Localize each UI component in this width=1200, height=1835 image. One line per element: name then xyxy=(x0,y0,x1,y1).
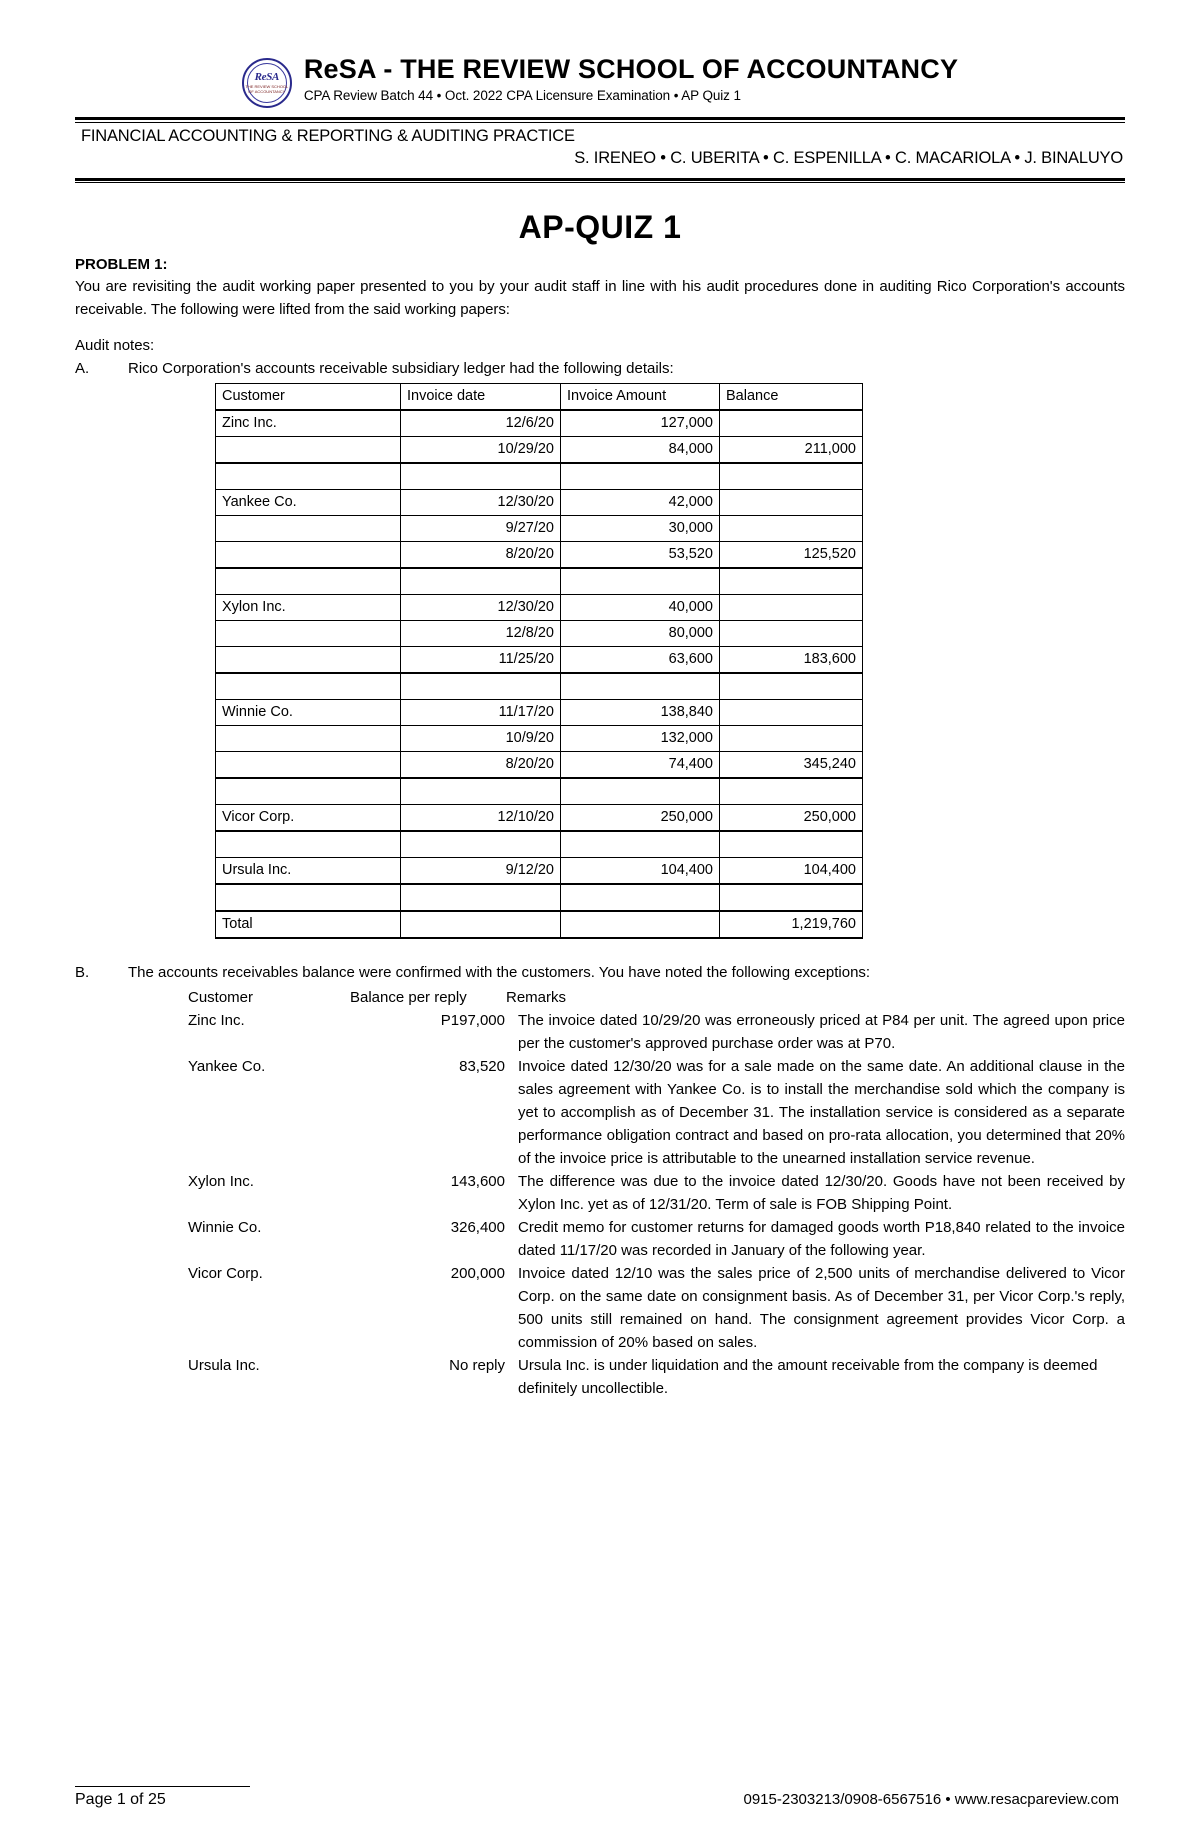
exception-customer: Zinc Inc. xyxy=(188,1012,245,1029)
ledger-cell-invoice-date: 8/20/20 xyxy=(401,542,561,569)
ledger-cell-invoice-amount xyxy=(561,911,720,938)
exception-remarks: The invoice dated 10/29/20 was erroneously priced at P84 per unit. The agreed upon price per the customer's approved purchase order was at P70. xyxy=(518,1012,1125,1052)
ledger-spacer-row xyxy=(216,568,863,595)
accounts-receivable-ledger-table xyxy=(215,383,863,939)
ledger-header-row xyxy=(216,384,863,411)
exception-balance-per-reply: P197,000 xyxy=(440,1012,505,1029)
exception-balance-per-reply: 83,520 xyxy=(459,1058,505,1075)
exception-balance-per-reply: 143,600 xyxy=(450,1173,505,1190)
table-row xyxy=(216,700,863,726)
audit-note-a xyxy=(75,357,1125,380)
table-row xyxy=(216,858,863,885)
ledger-cell-invoice-date xyxy=(401,831,561,858)
banner-lecturers: S. IRENEO • C. UBERITA • C. ESPENILLA • C. MACARIOLA • J. BINALUYO xyxy=(574,148,1123,167)
ledger-cell-balance: 1,219,760 xyxy=(720,911,863,938)
ledger-cell-invoice-date: 10/9/20 xyxy=(401,726,561,752)
ledger-spacer-row xyxy=(216,463,863,490)
ledger-cell-invoice-amount: 53,520 xyxy=(561,542,720,569)
table-row xyxy=(216,595,863,621)
ledger-cell-invoice-date: 8/20/20 xyxy=(401,752,561,779)
ledger-cell-invoice-amount xyxy=(561,831,720,858)
ledger-cell-invoice-date xyxy=(401,884,561,911)
ledger-cell-customer xyxy=(216,673,401,700)
ledger-cell-customer: Xylon Inc. xyxy=(216,595,401,621)
ledger-cell-invoice-amount: 132,000 xyxy=(561,726,720,752)
list-item xyxy=(188,1216,1125,1262)
ledger-cell-balance xyxy=(720,700,863,726)
ledger-cell-customer xyxy=(216,463,401,490)
exception-customer: Winnie Co. xyxy=(188,1219,262,1236)
resa-logo-icon xyxy=(242,58,292,108)
ledger-cell-balance xyxy=(720,516,863,542)
ledger-cell-invoice-amount: 104,400 xyxy=(561,858,720,885)
table-row xyxy=(216,410,863,437)
ledger-cell-customer: Winnie Co. xyxy=(216,700,401,726)
ledger-cell-customer: Total xyxy=(216,911,401,938)
table-row xyxy=(216,752,863,779)
ledger-cell-invoice-amount xyxy=(561,568,720,595)
ledger-cell-invoice-amount xyxy=(561,778,720,805)
note-b-letter: B. xyxy=(75,964,90,981)
ledger-cell-invoice-amount: 63,600 xyxy=(561,647,720,674)
banner-subject: FINANCIAL ACCOUNTING & REPORTING & AUDITING PRACTICE xyxy=(81,126,575,145)
ledger-cell-balance xyxy=(720,726,863,752)
ledger-cell-invoice-date: 12/8/20 xyxy=(401,621,561,647)
ledger-cell-invoice-amount: 40,000 xyxy=(561,595,720,621)
logo-ring-text: THE REVIEW SCHOOL OF ACCOUNTANCY xyxy=(245,84,289,94)
ledger-spacer-row xyxy=(216,778,863,805)
table-row xyxy=(216,647,863,674)
ledger-cell-invoice-date: 12/6/20 xyxy=(401,410,561,437)
audit-notes-label: Audit notes: xyxy=(75,337,155,354)
table-row xyxy=(216,437,863,464)
school-name: ReSA - THE REVIEW SCHOOL OF ACCOUNTANCY xyxy=(303,54,959,84)
ledger-cell-customer xyxy=(216,778,401,805)
ledger-cell-customer xyxy=(216,884,401,911)
ledger-cell-invoice-date xyxy=(401,673,561,700)
note-a-letter: A. xyxy=(75,360,90,377)
ledger-cell-invoice-date xyxy=(401,463,561,490)
ledger-cell-balance: 211,000 xyxy=(720,437,863,464)
table-row xyxy=(216,516,863,542)
note-a-text: Rico Corporation's accounts receivable subsidiary ledger had the following details: xyxy=(128,360,674,377)
page-number: Page 1 of 25 xyxy=(75,1791,166,1808)
ledger-cell-invoice-date xyxy=(401,778,561,805)
ledger-cell-invoice-date: 10/29/20 xyxy=(401,437,561,464)
ledger-cell-balance xyxy=(720,621,863,647)
ledger-cell-invoice-date: 12/30/20 xyxy=(401,595,561,621)
ledger-cell-customer xyxy=(216,752,401,779)
exception-remarks: Invoice dated 12/10 was the sales price of 2,500 units of merchandise delivered to Vicor Corp. on the same date on consignment basis. As of December 31, per Vicor Corp.'s reply, 500 units still remained on hand. The consignment agreement provides Vicor Corp. a commission of 20% based on sales. xyxy=(518,1265,1125,1351)
ledger-cell-customer xyxy=(216,726,401,752)
ledger-cell-invoice-amount xyxy=(561,884,720,911)
ledger-cell-balance xyxy=(720,490,863,516)
ledger-cell-customer xyxy=(216,568,401,595)
ledger-cell-invoice-date xyxy=(401,568,561,595)
list-item xyxy=(188,1009,1125,1055)
table-row xyxy=(216,542,863,569)
ledger-cell-invoice-amount xyxy=(561,463,720,490)
ledger-cell-balance xyxy=(720,884,863,911)
ledger-col-invoice-amount: Invoice Amount xyxy=(561,384,720,411)
ledger-cell-invoice-date: 12/30/20 xyxy=(401,490,561,516)
problem-statement: You are revisiting the audit working paper presented to you by your audit staff in line with his audit procedures done in auditing Rico Corporation's accounts receivable. The following were lifted from the said working papers: xyxy=(75,278,1125,318)
exception-remarks: Invoice dated 12/30/20 was for a sale made on the same date. An additional clause in the sales agreement with Yankee Co. is to install the merchandise sold which the company is yet to accomplish as of December 31. The installation service is considered as a separate performance obligation contract and based on pro-rata allocation, you determined that 20% of the invoice price is attributable to the unearned installation service revenue. xyxy=(518,1058,1125,1167)
exception-customer: Xylon Inc. xyxy=(188,1173,254,1190)
page-title: AP-QUIZ 1 xyxy=(518,209,682,245)
list-item xyxy=(188,1055,1125,1170)
table-row xyxy=(216,726,863,752)
exceptions-col-customer: Customer xyxy=(188,989,254,1006)
header-rule-bottom xyxy=(75,178,1125,181)
ledger-cell-invoice-amount: 138,840 xyxy=(561,700,720,726)
problem-label: PROBLEM 1: xyxy=(75,256,168,273)
ledger-cell-balance xyxy=(720,778,863,805)
ledger-cell-customer: Ursula Inc. xyxy=(216,858,401,885)
exception-remarks: Ursula Inc. is under liquidation and the amount receivable from the company is deemed definitely uncollectible. xyxy=(518,1357,1098,1397)
ledger-spacer-row xyxy=(216,884,863,911)
ledger-col-invoice-date: Invoice date xyxy=(401,384,561,411)
ledger-cell-invoice-date: 11/17/20 xyxy=(401,700,561,726)
ledger-spacer-row xyxy=(216,673,863,700)
ledger-cell-customer: Yankee Co. xyxy=(216,490,401,516)
footer-contact: 0915-2303213/0908-6567516 • www.resacpareview.com xyxy=(743,1791,1119,1808)
exception-remarks: Credit memo for customer returns for damaged goods worth P18,840 related to the invoice dated 11/17/20 was recorded in January of the following year. xyxy=(518,1219,1125,1259)
ledger-cell-customer xyxy=(216,542,401,569)
ledger-cell-invoice-amount: 250,000 xyxy=(561,805,720,832)
masthead-subtitle: CPA Review Batch 44 • Oct. 2022 CPA Licensure Examination • AP Quiz 1 xyxy=(303,88,741,103)
note-b-text: The accounts receivables balance were confirmed with the customers. You have noted the following exceptions: xyxy=(128,964,871,981)
logo-initials: ReSA xyxy=(254,71,280,83)
ledger-cell-balance xyxy=(720,463,863,490)
exceptions-header-row xyxy=(188,986,1125,1009)
ledger-cell-balance: 250,000 xyxy=(720,805,863,832)
ledger-cell-customer xyxy=(216,516,401,542)
ledger-total-row xyxy=(216,911,863,938)
footer-divider xyxy=(75,1786,250,1787)
masthead xyxy=(75,40,1125,108)
table-row xyxy=(216,621,863,647)
ledger-cell-invoice-date: 11/25/20 xyxy=(401,647,561,674)
masthead-titles xyxy=(304,54,958,104)
note-b-intro xyxy=(75,961,1125,984)
ledger-table-wrap xyxy=(75,383,1125,939)
exception-balance-per-reply: 200,000 xyxy=(450,1265,505,1282)
ledger-cell-balance xyxy=(720,673,863,700)
subject-banner xyxy=(75,123,1125,169)
list-item xyxy=(188,1170,1125,1216)
ledger-cell-customer xyxy=(216,647,401,674)
ledger-cell-invoice-date: 9/27/20 xyxy=(401,516,561,542)
ledger-cell-invoice-amount: 127,000 xyxy=(561,410,720,437)
ledger-cell-customer xyxy=(216,621,401,647)
ledger-cell-customer xyxy=(216,831,401,858)
exceptions-table xyxy=(188,986,1125,1400)
ledger-cell-balance xyxy=(720,410,863,437)
ledger-cell-balance: 345,240 xyxy=(720,752,863,779)
page-footer xyxy=(75,1786,1125,1809)
ledger-cell-balance xyxy=(720,568,863,595)
header-rule-top xyxy=(75,117,1125,120)
ledger-cell-invoice-amount: 30,000 xyxy=(561,516,720,542)
audit-note-b xyxy=(75,961,1125,1400)
ledger-cell-customer xyxy=(216,437,401,464)
ledger-cell-customer: Zinc Inc. xyxy=(216,410,401,437)
table-row xyxy=(216,490,863,516)
exception-customer: Yankee Co. xyxy=(188,1058,266,1075)
exception-customer: Ursula Inc. xyxy=(188,1357,260,1374)
ledger-cell-invoice-amount: 74,400 xyxy=(561,752,720,779)
exceptions-col-remarks: Remarks xyxy=(506,989,567,1006)
ledger-col-customer: Customer xyxy=(216,384,401,411)
ledger-cell-invoice-amount xyxy=(561,673,720,700)
list-item xyxy=(188,1262,1125,1354)
ledger-cell-invoice-date: 9/12/20 xyxy=(401,858,561,885)
ledger-cell-balance xyxy=(720,595,863,621)
ledger-spacer-row xyxy=(216,831,863,858)
ledger-cell-invoice-amount: 80,000 xyxy=(561,621,720,647)
ledger-cell-invoice-amount: 84,000 xyxy=(561,437,720,464)
ledger-cell-invoice-date: 12/10/20 xyxy=(401,805,561,832)
ledger-cell-balance: 183,600 xyxy=(720,647,863,674)
exception-balance-per-reply: 326,400 xyxy=(450,1219,505,1236)
table-row xyxy=(216,805,863,832)
exception-customer: Vicor Corp. xyxy=(188,1265,263,1282)
exception-balance-per-reply: No reply xyxy=(449,1357,505,1374)
ledger-cell-balance: 125,520 xyxy=(720,542,863,569)
ledger-col-balance: Balance xyxy=(720,384,863,411)
list-item xyxy=(188,1354,1125,1400)
ledger-cell-customer: Vicor Corp. xyxy=(216,805,401,832)
ledger-cell-balance: 104,400 xyxy=(720,858,863,885)
ledger-cell-balance xyxy=(720,831,863,858)
ledger-cell-invoice-date xyxy=(401,911,561,938)
ledger-cell-invoice-amount: 42,000 xyxy=(561,490,720,516)
exceptions-col-balance: Balance per reply xyxy=(350,989,467,1006)
exception-remarks: The difference was due to the invoice dated 12/30/20. Goods have not been received by Xylon Inc. yet as of 12/31/20. Term of sale is FOB Shipping Point. xyxy=(518,1173,1125,1213)
header-rule-bottom-thin xyxy=(75,182,1125,183)
